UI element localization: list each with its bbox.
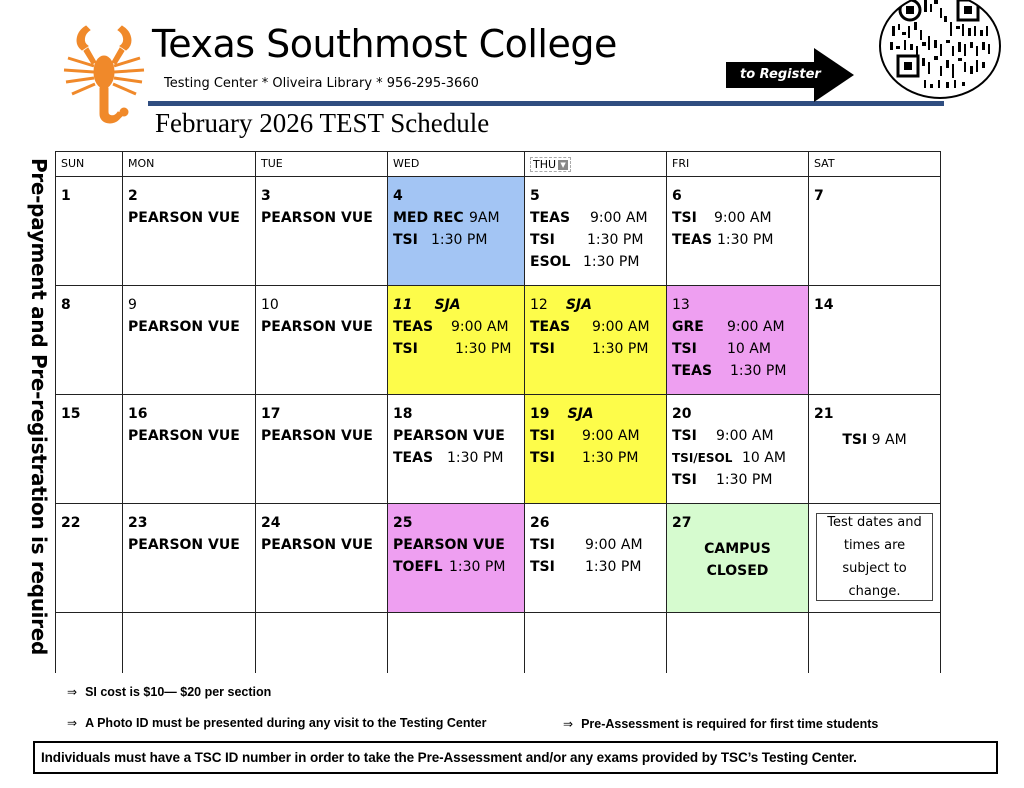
side-note-text: Pre-payment and Pre-registration is required bbox=[27, 158, 51, 656]
day-cell-empty bbox=[123, 613, 256, 673]
day-cell bbox=[388, 504, 525, 613]
exam-line bbox=[530, 534, 661, 556]
exam-time: 1:30 PM bbox=[583, 254, 640, 270]
day-number: 10 bbox=[261, 297, 279, 313]
exam-note: PEARSON VUE bbox=[128, 210, 240, 226]
exam-name: TEAS bbox=[672, 232, 713, 248]
exam-line bbox=[530, 316, 661, 338]
day-number: 17 bbox=[261, 406, 281, 422]
exam-line bbox=[393, 316, 519, 338]
week-row bbox=[56, 286, 941, 395]
exam-time: 1:30 PM bbox=[592, 341, 649, 357]
chevron-down-icon[interactable]: ▼ bbox=[558, 160, 568, 170]
exam-line bbox=[393, 556, 519, 578]
day-cell bbox=[56, 395, 123, 504]
exam-note: PEARSON VUE bbox=[128, 537, 240, 553]
day-number-text: 12 bbox=[530, 297, 548, 313]
exam-line bbox=[530, 207, 661, 229]
day-cell bbox=[525, 286, 667, 395]
exam-line bbox=[393, 207, 519, 229]
day-cell bbox=[525, 504, 667, 613]
day-cell bbox=[667, 395, 809, 504]
exam-name: MED REC bbox=[393, 210, 464, 226]
exam-name: TSI bbox=[672, 210, 697, 226]
day-cell bbox=[56, 504, 123, 613]
exam-name: TSI bbox=[393, 232, 418, 248]
exam-line bbox=[672, 425, 803, 447]
exam-line bbox=[672, 447, 803, 469]
exam-line bbox=[530, 425, 661, 447]
bullet-pre-assessment-text: Pre-Assessment is required for first time students bbox=[581, 717, 879, 731]
exam-line bbox=[672, 207, 803, 229]
bullet-pre-assessment bbox=[563, 716, 878, 732]
exam-time: 1:30 PM bbox=[730, 363, 787, 379]
exam-time: 1:30 PM bbox=[587, 232, 644, 248]
college-name: Texas Southmost College bbox=[152, 22, 617, 66]
day-cell bbox=[123, 177, 256, 286]
exam-time: 9:00 AM bbox=[582, 428, 640, 444]
day-number: 22 bbox=[61, 515, 81, 531]
weekday-thu[interactable] bbox=[525, 152, 667, 177]
exam-name: TSI bbox=[530, 232, 555, 248]
bullet-photo-id bbox=[67, 715, 487, 731]
exam-note: PEARSON VUE bbox=[393, 428, 505, 444]
contact-subtitle: Testing Center * Oliveira Library * 956-295-3660 bbox=[164, 76, 479, 91]
day-cell-empty bbox=[388, 613, 525, 673]
exam-line bbox=[814, 429, 935, 451]
day-number: 9 bbox=[128, 297, 137, 313]
exam-time: 10 AM bbox=[742, 450, 786, 466]
week-row-empty bbox=[56, 613, 941, 673]
exam-name: TSI bbox=[530, 450, 555, 466]
weekday-sun: SUN bbox=[56, 152, 123, 177]
exam-time: 9:00 AM bbox=[451, 319, 509, 335]
double-arrow-icon: ⇒ bbox=[67, 685, 78, 699]
day-cell bbox=[56, 286, 123, 395]
exam-name: TSI/ESOL bbox=[672, 451, 733, 465]
double-arrow-icon: ⇒ bbox=[563, 717, 574, 731]
exam-time: 9:00 AM bbox=[716, 428, 774, 444]
day-number: 1 bbox=[61, 188, 71, 204]
exam-time: 1:30 PM bbox=[431, 232, 488, 248]
day-number: 7 bbox=[814, 188, 824, 204]
exam-name: TSI bbox=[393, 341, 418, 357]
scorpion-logo-icon bbox=[58, 18, 150, 130]
day-cell-empty bbox=[56, 613, 123, 673]
day-number: 8 bbox=[61, 297, 71, 313]
day-cell bbox=[256, 504, 388, 613]
day-number: 27 bbox=[672, 515, 692, 531]
day-cell bbox=[525, 177, 667, 286]
exam-line bbox=[393, 338, 519, 360]
double-arrow-icon: ⇒ bbox=[67, 716, 78, 730]
exam-name: TSI bbox=[842, 432, 868, 448]
day-number-text: 11 bbox=[393, 297, 413, 313]
day-cell-empty bbox=[809, 613, 941, 673]
day-cell bbox=[256, 395, 388, 504]
exam-time: 9:00 AM bbox=[714, 210, 772, 226]
exam-line bbox=[530, 556, 661, 578]
day-number: 24 bbox=[261, 515, 281, 531]
day-cell bbox=[256, 286, 388, 395]
day-cell bbox=[123, 504, 256, 613]
day-number: 18 bbox=[393, 406, 413, 422]
exam-time: 9:00 AM bbox=[592, 319, 650, 335]
exam-note: PEARSON VUE bbox=[128, 319, 240, 335]
exam-line bbox=[393, 229, 519, 251]
day-number: 15 bbox=[61, 406, 81, 422]
day-number-text: 19 bbox=[530, 406, 550, 422]
day-number: 5 bbox=[530, 188, 540, 204]
day-cell bbox=[667, 286, 809, 395]
weekday-wed: WED bbox=[388, 152, 525, 177]
exam-name: TSI bbox=[672, 341, 697, 357]
exam-name: TEAS bbox=[530, 210, 571, 226]
weekday-tue: TUE bbox=[256, 152, 388, 177]
exam-name: TSI bbox=[530, 341, 555, 357]
day-cell bbox=[388, 286, 525, 395]
exam-time: 1:30 PM bbox=[717, 232, 774, 248]
exam-time: 9:00 AM bbox=[727, 319, 785, 335]
exam-name: TOEFL bbox=[393, 559, 443, 575]
calendar-table bbox=[55, 151, 941, 673]
day-cell bbox=[667, 504, 809, 613]
day-cell-empty bbox=[256, 613, 388, 673]
day-cell bbox=[388, 395, 525, 504]
day-number bbox=[530, 403, 661, 425]
weekday-thu-label: THU bbox=[533, 158, 557, 171]
day-number: 2 bbox=[128, 188, 138, 204]
tsc-id-notice: Individuals must have a TSC ID number in order to take the Pre-Assessment and/or any exams provided by TSC’s Testing Center. bbox=[33, 741, 998, 774]
exam-time: 1:30 PM bbox=[447, 450, 504, 466]
exam-name: TSI bbox=[530, 559, 555, 575]
closed-line-2: CLOSED bbox=[706, 563, 769, 579]
page-title: February 2026 TEST Schedule bbox=[155, 108, 490, 138]
day-number: 6 bbox=[672, 188, 682, 204]
bullet-cost-text: SI cost is $10— $20 per section bbox=[85, 685, 272, 699]
exam-note: PEARSON VUE bbox=[128, 428, 240, 444]
exam-time: 9:00 AM bbox=[585, 537, 643, 553]
exam-time: 1:30 PM bbox=[585, 559, 642, 575]
exam-time: 9:00 AM bbox=[590, 210, 648, 226]
exam-line bbox=[672, 229, 803, 251]
notice-cell bbox=[809, 504, 941, 613]
day-number: 3 bbox=[261, 188, 271, 204]
day-number: 23 bbox=[128, 515, 148, 531]
exam-name: TSI bbox=[672, 428, 697, 444]
exam-name: TSI bbox=[530, 537, 555, 553]
exam-note: PEARSON VUE bbox=[261, 319, 373, 335]
weekday-sat: SAT bbox=[809, 152, 941, 177]
exam-line bbox=[530, 338, 661, 360]
day-cell bbox=[809, 395, 941, 504]
exam-line bbox=[530, 229, 661, 251]
day-cell bbox=[525, 395, 667, 504]
exam-name: TEAS bbox=[393, 319, 434, 335]
day-cell bbox=[667, 177, 809, 286]
day-cell bbox=[809, 286, 941, 395]
exam-note: PEARSON VUE bbox=[261, 428, 373, 444]
exam-line bbox=[672, 469, 803, 491]
day-cell-empty bbox=[667, 613, 809, 673]
day-cell-empty bbox=[525, 613, 667, 673]
exam-line bbox=[393, 447, 519, 469]
day-cell bbox=[388, 177, 525, 286]
day-number: 26 bbox=[530, 515, 550, 531]
exam-name: TEAS bbox=[530, 319, 571, 335]
day-cell bbox=[56, 177, 123, 286]
day-number: 13 bbox=[672, 297, 690, 313]
exam-name: TSI bbox=[672, 472, 697, 488]
exam-line bbox=[672, 316, 803, 338]
exam-name: TEAS bbox=[393, 450, 434, 466]
exam-line bbox=[672, 338, 803, 360]
bullet-cost bbox=[67, 684, 271, 700]
day-number: 4 bbox=[393, 188, 403, 204]
exam-name: TSI bbox=[530, 428, 555, 444]
day-cell bbox=[123, 395, 256, 504]
weekday-header-row bbox=[56, 152, 941, 177]
day-cell bbox=[256, 177, 388, 286]
day-number: 14 bbox=[814, 297, 834, 313]
register-label: to Register bbox=[740, 67, 821, 82]
exam-line bbox=[672, 360, 803, 382]
week-row bbox=[56, 504, 941, 613]
location-tag: SJA bbox=[567, 406, 594, 422]
location-tag: SJA bbox=[565, 297, 592, 313]
day-cell bbox=[123, 286, 256, 395]
day-number bbox=[530, 294, 661, 316]
day-cell bbox=[809, 177, 941, 286]
week-row bbox=[56, 177, 941, 286]
location-tag: SJA bbox=[434, 297, 461, 313]
exam-time: 10 AM bbox=[727, 341, 771, 357]
exam-time: 1:30 PM bbox=[582, 450, 639, 466]
exam-name: GRE bbox=[672, 319, 704, 335]
day-number bbox=[393, 294, 519, 316]
exam-time: 1:30 PM bbox=[449, 559, 506, 575]
exam-note: PEARSON VUE bbox=[261, 537, 373, 553]
weekday-mon: MON bbox=[123, 152, 256, 177]
exam-name: TEAS bbox=[672, 363, 713, 379]
bullet-photo-id-text: A Photo ID must be presented during any visit to the Testing Center bbox=[85, 716, 487, 730]
qr-code-icon[interactable] bbox=[878, 0, 1002, 102]
week-row bbox=[56, 395, 941, 504]
campus-closed-label bbox=[672, 538, 803, 582]
day-number: 21 bbox=[814, 406, 834, 422]
closed-line-1: CAMPUS bbox=[704, 541, 771, 557]
exam-line bbox=[530, 251, 661, 273]
exam-note: PEARSON VUE bbox=[261, 210, 373, 226]
day-number: 25 bbox=[393, 515, 413, 531]
exam-time: 9 AM bbox=[871, 432, 907, 448]
day-number: 16 bbox=[128, 406, 148, 422]
exam-line bbox=[530, 447, 661, 469]
day-number: 20 bbox=[672, 406, 692, 422]
prepayment-side-note bbox=[26, 158, 52, 656]
exam-time: 1:30 PM bbox=[716, 472, 773, 488]
register-arrow-button[interactable] bbox=[726, 48, 856, 102]
weekday-fri: FRI bbox=[667, 152, 809, 177]
exam-note: PEARSON VUE bbox=[393, 537, 505, 553]
schedule-change-notice: Test dates and times are subject to change. bbox=[816, 513, 933, 601]
exam-time: 1:30 PM bbox=[455, 341, 512, 357]
exam-name: ESOL bbox=[530, 254, 571, 270]
exam-time: 9AM bbox=[469, 210, 500, 226]
